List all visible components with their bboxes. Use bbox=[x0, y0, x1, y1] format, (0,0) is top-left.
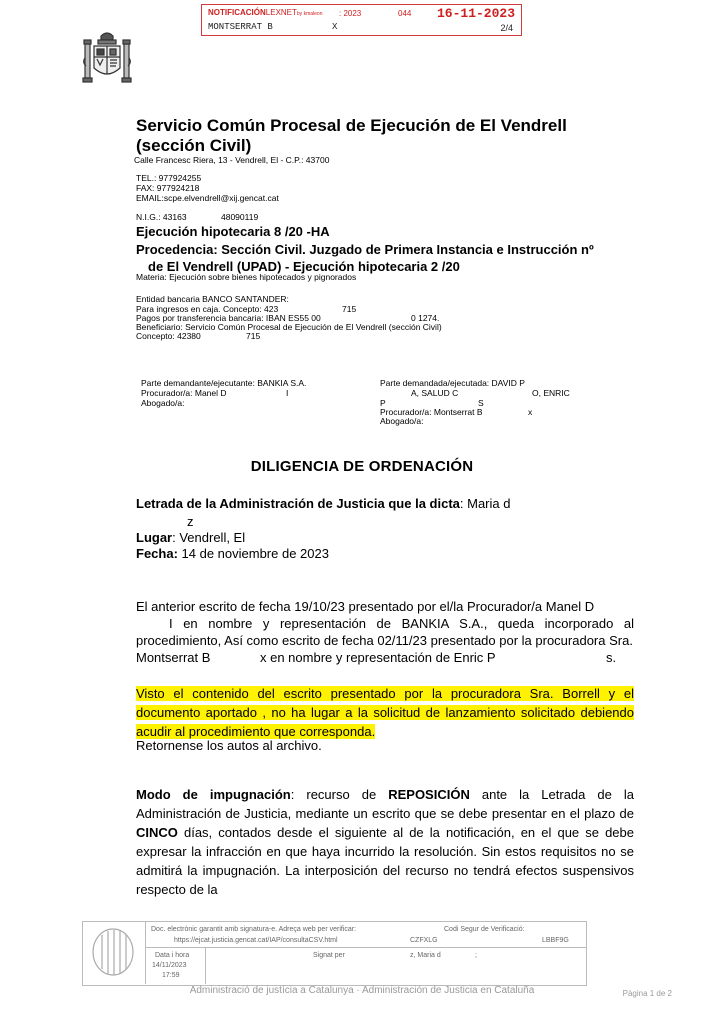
party-demandada-3b: S bbox=[478, 398, 484, 408]
bank-concepto-value: 715 bbox=[246, 331, 261, 341]
case-materia: Materia: Ejecución sobre bienes hipotecados y pignorados bbox=[136, 272, 357, 282]
party-demandada: Parte demandada/ejecutada: DAVID P bbox=[380, 378, 525, 388]
party-abogado-b: Abogado/a: bbox=[380, 416, 424, 426]
footer-signer: z, Maria d bbox=[410, 952, 441, 959]
p2-rest: Retornense los autos al archivo. bbox=[136, 738, 322, 753]
lugar-value: : Vendrell, El bbox=[172, 530, 246, 545]
bank-concepto-label: Concepto: 42380 bbox=[136, 331, 201, 341]
court-title: Servicio Común Procesal de Ejecución de El Vendrell (sección Civil) bbox=[136, 116, 567, 155]
footer-date-value: 14/11/2023 bbox=[152, 962, 187, 969]
party-demandada-3a: P bbox=[380, 398, 386, 408]
footer-sig-url[interactable]: https://ejcat.justicia.gencat.cat/IAP/consultaCSV.html bbox=[174, 937, 338, 944]
footer-csv-a: CZFXLG bbox=[410, 937, 438, 944]
footer-signat-label: Signat per bbox=[313, 952, 345, 959]
stamp-field1: : 2023 bbox=[339, 9, 362, 18]
footer-bottom-line: Administració de justícia a Catalunya · Administración de Justicia en Cataluña bbox=[189, 985, 535, 996]
page-number: Pàgina 1 de 2 bbox=[622, 989, 672, 998]
lugar-label: Lugar bbox=[136, 530, 173, 545]
p1-line4b: x en nombre y representación de Enric P bbox=[260, 650, 496, 665]
p2-paragraph bbox=[136, 684, 634, 741]
party-demandada-2b: O, ENRIC bbox=[532, 388, 570, 398]
letrada-value: : Maria d bbox=[459, 496, 511, 511]
document-heading: DILIGENCIA DE ORDENACIÓN bbox=[250, 458, 474, 475]
coat-of-arms-icon bbox=[82, 28, 132, 90]
footer-date-label: Data i hora bbox=[155, 952, 190, 959]
stamp-recipient: MONTSERRAT B bbox=[208, 22, 273, 32]
letrada-line bbox=[136, 494, 510, 513]
p1-line2: I en nombre y representación de BANKIA S.A., queda incorporado al bbox=[169, 616, 634, 631]
footer-time-value: 17:59 bbox=[162, 972, 180, 979]
bank-beneficiario: Beneficiario: Servicio Común Procesal de Ejecución de El Vendrell (sección Civil) bbox=[136, 322, 442, 332]
footer-csv-label: Codi Segur de Verificació: bbox=[444, 926, 525, 933]
letrada-cont: z bbox=[187, 514, 194, 529]
case-ejecucion: Ejecución hipotecaria 8 /20 -HA bbox=[136, 224, 330, 239]
p3-paragraph: Modo de impugnación: recurso de REPOSICIÓN ante la Letrada de la Administración de Justicia, mediante un escrito que se debe presentar en el plazo de CINCO días, contados desde el siguiente al de la notificación, en el que se debe expresar la infracción en que haya incurrido la resolución. Sin estos requisitos no se admitirá la impugnación. La interposición del recurso no tendrá efectos suspensivos respecto de la bbox=[136, 787, 634, 897]
p1-line1: El anterior escrito de fecha 19/10/23 presentado por el/la Procurador/a Manel D bbox=[136, 599, 595, 614]
p1-line4c: s. bbox=[606, 650, 617, 665]
stamp-page: 2/4 bbox=[500, 23, 513, 33]
party-procurador-a: Procurador/a: Manel D bbox=[141, 388, 227, 398]
party-procurador-b-suffix: x bbox=[528, 407, 533, 417]
party-demandada-2a: A, SALUD C bbox=[411, 388, 459, 398]
nig-label: N.I.G.: 43163 bbox=[136, 212, 187, 222]
court-tel: TEL.: 977924255 bbox=[136, 173, 202, 183]
nig-value: 48090119 bbox=[221, 212, 259, 222]
party-demandante: Parte demandante/ejecutante: BANKIA S.A. bbox=[141, 378, 307, 388]
party-abogado-a: Abogado/a: bbox=[141, 398, 185, 408]
footer-sig-text: Doc. electrònic garantit amb signatura-e. Adreça web per verificar: bbox=[151, 926, 357, 933]
stamp-date: 16-11-2023 bbox=[436, 6, 515, 21]
stamp-label: NOTIFICACIÓNLEXNETby kmaleon bbox=[208, 8, 323, 17]
fecha-label: Fecha: bbox=[136, 546, 178, 561]
bank-transfer-label: Pagos por transferencia bancaria: IBAN ES55 00 bbox=[136, 313, 321, 323]
bank-entidad: Entidad bancaria BANCO SANTANDER: bbox=[136, 294, 289, 304]
p1-line3: procedimiento, Así como escrito de fecha 02/11/23 presentado por la procuradora Sra. bbox=[136, 633, 633, 648]
footer-signer-sep: ; bbox=[475, 952, 477, 959]
footer-divider-h bbox=[145, 947, 586, 948]
case-procedencia-line2: de El Vendrell (UPAD) - Ejecución hipotecaria 2 /20 bbox=[148, 259, 460, 274]
letrada-label: Letrada de la Administración de Justicia que la dicta bbox=[136, 496, 460, 511]
court-fax: FAX: 977924218 bbox=[136, 183, 200, 193]
footer-csv-b: LBBF9G bbox=[542, 937, 569, 944]
stamp-field2: 044 bbox=[398, 9, 412, 18]
p2-highlight: Visto el contenido del escrito presentado por la procuradora Sra. Borrell y el documento aportado , no ha lugar a la solicitud de lanzamiento solicitado debiendo acudir al procedimiento que corresponda. bbox=[136, 686, 634, 739]
court-address: Calle Francesc Riera, 13 - Vendrell, El - C.P.: 43700 bbox=[134, 155, 330, 165]
footer-divider-v bbox=[205, 947, 206, 984]
party-procurador-a-suffix: I bbox=[286, 388, 289, 398]
court-email: EMAIL:scpe.elvendrell@xij.gencat.cat bbox=[136, 193, 279, 203]
notification-stamp bbox=[201, 4, 522, 36]
bank-caja-label: Para ingresos en caja. Concepto: 423 bbox=[136, 304, 279, 314]
bank-transfer-value: 0 1274. bbox=[411, 313, 440, 323]
fecha-value: 14 de noviembre de 2023 bbox=[177, 546, 329, 561]
fecha-line bbox=[136, 544, 329, 563]
party-procurador-b: Procurador/a: Montserrat B bbox=[380, 407, 483, 417]
stamp-recipient-suffix: X bbox=[332, 22, 338, 32]
catalonia-seal-icon bbox=[82, 921, 146, 984]
case-procedencia-line1: Procedencia: Sección Civil. Juzgado de Primera Instancia e Instrucción nº bbox=[136, 242, 594, 257]
p1-line4a: Montserrat B bbox=[136, 650, 211, 665]
bank-caja-value: 715 bbox=[342, 304, 357, 314]
